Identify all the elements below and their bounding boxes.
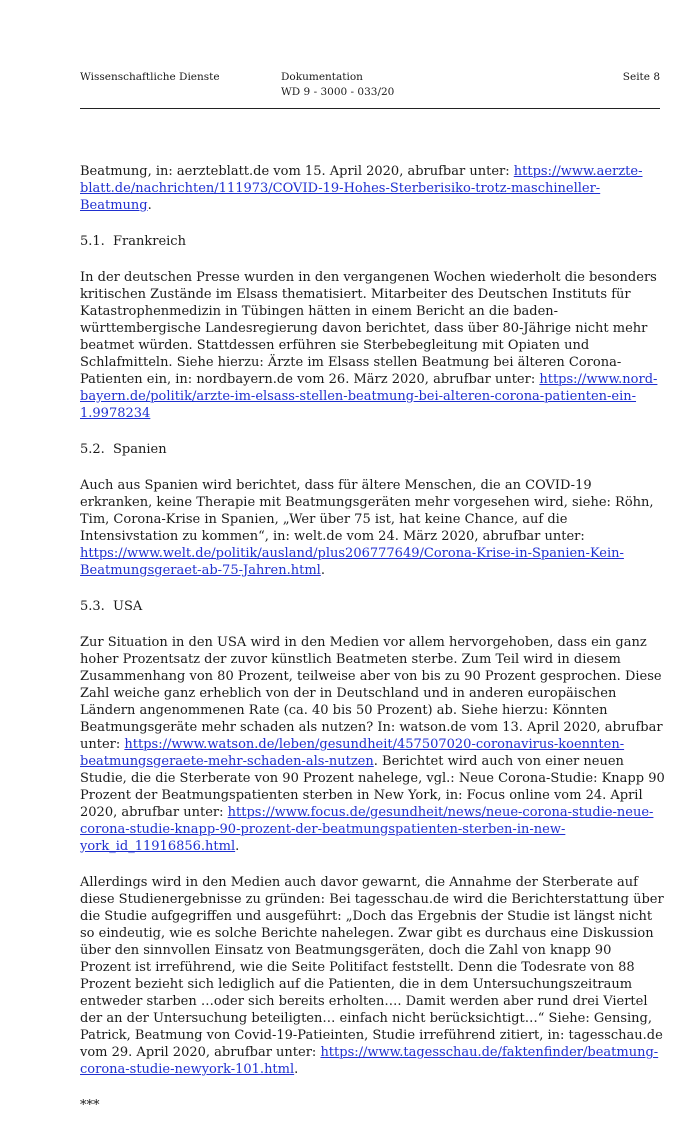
intro-paragraph: Beatmung, in: aerzteblatt.de vom 15. April 2020, abrufbar unter: https://www.aerzte-blatt.de/nachrichten/111973/COVID-19-Hohes-Sterberisiko-trotz-maschineller-Beatmung. [80, 164, 643, 213]
page-number: Seite 8 [622, 71, 660, 83]
section-text-usa: Zur Situation in den USA wird in den Medien vor allem hervorgehoben, dass ein ganz hoher Prozentsatz der zuvor künstlich Beatmeten sterbe. Zum Teil wird in diesem Zusammenhang von 80 Prozent, teilweise aber von bis zu 90 Prozent gesprochen. Diese Zahl weiche ganz erheblich von der in Deutschland und in anderen europäischen Ländern angenommenen Rate (ca. 40 bis 50 Prozent) ab. Siehe hierzu: Könnten Beatmungsgeräte mehr schaden als nutzen? In: watson.de vom 13. April 2020, abrufbar unter: https://www.watson.de/leben/gesundheit/457507020-coronavirus-koennten-beatmungsgeraete-mehr-schaden-als-nutzen. Berichtet wird auch von einer neuen Studie, die die Sterberate von 90 Prozent nahelege, vgl.: Neue Corona-Studie: Knapp 90 Prozent der Beatmungspatienten sterben in New York, in: Focus online vom 24. April 2020, abrufbar unter: https://www.focus.de/gesundheit/news/neue-corona-studie-neue-corona-studie-knapp-90-prozent-der-beatmungspatienten-sterben-in-new-york_id_11916856.html. [80, 635, 665, 854]
aerzteblatt-link[interactable]: https://www.aerzte-blatt.de/nachrichten/111973/COVID-19-Hohes-Sterberisiko-trotz-maschineller-Beatmung [80, 164, 643, 213]
tagesschau-link[interactable]: https://www.tagesschau.de/faktenfinder/beatmung-corona-studie-newyork-101.html [80, 1045, 659, 1077]
welt-link[interactable]: https://www.welt.de/politik/ausland/plus206777649/Corona-Krise-in-Spanien-Kein-Beatmungsgeraet-ab-75-Jahren.html [80, 546, 624, 578]
document-body [80, 163, 665, 1133]
section-heading-usa: 5.3. USA [80, 599, 143, 614]
end-mark: *** [80, 1098, 100, 1113]
final-paragraph: Allerdings wird in den Medien auch davor gewarnt, die Annahme der Sterberate auf diese Studienergebnisse zu gründen: Bei tagesschau.de wird die Berichterstattung über die Studie aufgegriffen und ausgeführt: „Doch das Ergebnis der Studie ist längst nicht so eindeutig, wie es solche Berichte nahelegen. Zwar gibt es durchaus eine Diskussion über den sinnvollen Einsatz von Beatmungsgeräten, doch die Zahl von knapp 90 Prozent ist irreführend, wie die Seite Politifact feststellt. Denn die Todesrate von 88 Prozent bezieht sich lediglich auf die Patienten, die in dem Untersuchungszeitraum entweder starben …oder sich bereits erholten…. Damit werden aber rund drei Viertel der an der Untersuchung beteiligten… einfach nicht berücksichtigt…“ Siehe: Gensing, Patrick, Beatmung von Covid-19-Patieinten, Studie irreführend zitiert, in: tagesschau.de vom 29. April 2020, abrufbar unter: https://www.tagesschau.de/faktenfinder/beatmung-corona-studie-newyork-101.html. [80, 875, 664, 1077]
header-doc-number: WD 9 - 3000 - 033/20 [281, 86, 395, 98]
nordbayern-link[interactable]: https://www.nord-bayern.de/politik/arzte-im-elsass-stellen-beatmung-bei-alteren-corona-patienten-ein-1.9978234 [80, 372, 658, 421]
section-heading-frankreich: 5.1. Frankreich [80, 234, 186, 249]
header-doc-info [281, 70, 394, 100]
section-text-spanien: Auch aus Spanien wird berichtet, dass für ältere Menschen, die an COVID-19 erkranken, keine Therapie mit Beatmungsgeräten mehr vorgesehen wird, siehe: Röhn, Tim, Corona-Krise in Spanien, „Wer über 75 ist, hat keine Chance, auf die Intensivstation zu kommen“, in: welt.de vom 24. März 2020, abrufbar unter: https://www.welt.de/politik/ausland/plus206777649/Corona-Krise-in-Spanien-Kein-Beatmungsgeraet-ab-75-Jahren.html. [80, 478, 654, 578]
header-institution: Wissenschaftliche Dienste [80, 71, 220, 83]
section-heading-spanien: 5.2. Spanien [80, 442, 167, 457]
header-divider [80, 108, 660, 109]
header-doc-type: Dokumentation [281, 71, 363, 83]
focus-link[interactable]: https://www.focus.de/gesundheit/news/neue-corona-studie-neue-corona-studie-knapp-90-prozent-der-beatmungspatienten-sterben-in-new-york_id_11916856.html [80, 805, 654, 854]
section-text-frankreich: In der deutschen Presse wurden in den vergangenen Wochen wiederholt die besonders kritischen Zustände im Elsass thematisiert. Mitarbeiter des Deutschen Instituts für Katastrophenmedizin in Tübingen hätten in einem Bericht an die baden-württembergische Landesregierung davon berichtet, dass über 80-Jährige nicht mehr beatmet würden. Stattdessen erführen sie Sterbebegleitung mit Opiaten und Schlafmitteln. Siehe hierzu: Ärzte im Elsass stellen Beatmung bei älteren Corona-Patienten ein, in: nordbayern.de vom 26. März 2020, abrufbar unter: https://www.nord-bayern.de/politik/arzte-im-elsass-stellen-beatmung-bei-alteren-corona-patienten-ein-1.9978234 [80, 270, 658, 421]
watson-link[interactable]: https://www.watson.de/leben/gesundheit/457507020-coronavirus-koennten-beatmungsgeraete-mehr-schaden-als-nutzen [80, 737, 625, 769]
